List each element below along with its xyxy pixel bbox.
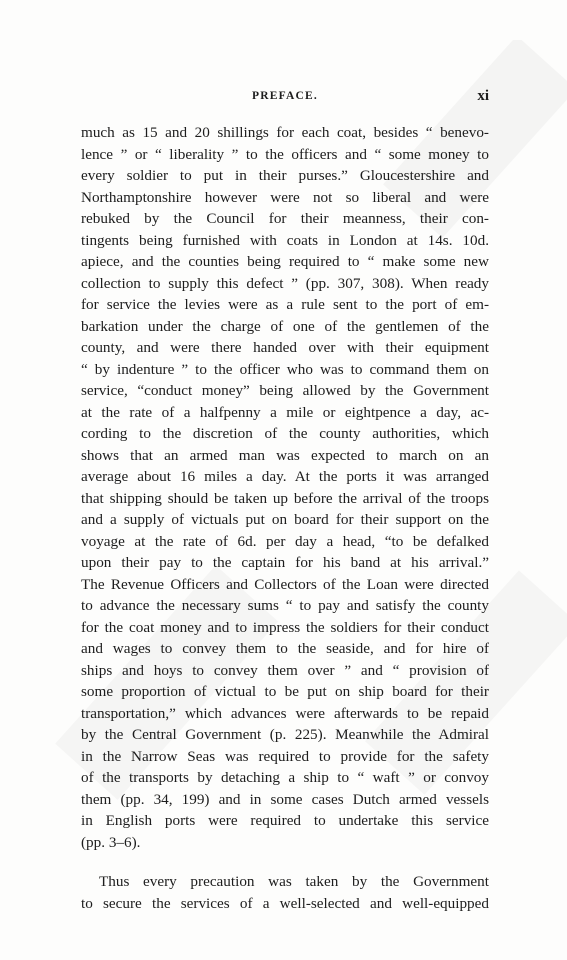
text-line: much as 15 and 20 shillings for each coat, besides “ benevo-: [81, 124, 489, 141]
text-line: and a supply of victuals put on board for their support on the: [81, 511, 489, 528]
text-line: lence ” or “ liberality ” to the officers and “ some money to: [81, 145, 489, 163]
text-line: some proportion of victual to be put on ship board for their: [81, 683, 489, 700]
paragraph: [81, 122, 489, 853]
text-line: them (pp. 34, 199) and in some cases Dutch armed vessels: [81, 790, 489, 808]
text-line: Thus every precaution was taken by the Government: [99, 873, 489, 890]
body-text: [81, 122, 489, 914]
text-line: shows that an armed man was expected to march on an: [81, 446, 489, 464]
text-line: in English ports were required to undertake this service: [81, 812, 489, 829]
text-line: every soldier to put in their purses.” Gloucestershire and: [81, 167, 489, 184]
text-line: cording to the discretion of the county authorities, which: [81, 425, 489, 442]
text-line: average about 16 miles a day. At the ports it was arranged: [81, 468, 489, 485]
text-line: at the rate of a halfpenny a mile or eightpence a day, ac-: [81, 403, 489, 421]
text-line: voyage at the rate of 6d. per day a head, “to be defalked: [81, 532, 489, 550]
text-line: and wages to convey them to the seaside, and for hire of: [81, 640, 489, 657]
text-line: The Revenue Officers and Collectors of the Loan were directed: [81, 575, 489, 593]
text-line: apiece, and the counties being required to “ make some new: [81, 253, 489, 270]
text-line: tingents being furnished with coats in London at 14s. 10d.: [81, 231, 489, 249]
text-line: to secure the services of a well-selected and well-equipped: [81, 894, 489, 912]
text-line: Northamptonshire however were not so liberal and were: [81, 188, 489, 206]
text-line: collection to supply this defect ” (pp. 307, 308). When ready: [81, 274, 489, 292]
text-line: county, and were there handed over with their equipment: [81, 339, 489, 356]
page-number: xi: [477, 88, 489, 104]
text-line: ships and hoys to convey them over ” and “ provision of: [81, 661, 489, 679]
text-line: “ by indenture ” to the officer who was to command them on: [81, 360, 489, 378]
text-line: transportation,” which advances were afterwards to be repaid: [81, 704, 489, 722]
text-line: of the transports by detaching a ship to “ waft ” or convoy: [81, 769, 489, 786]
text-line: upon their pay to the captain for his band at his arrival.”: [81, 554, 489, 571]
paragraph-gap: [81, 853, 489, 871]
text-line: (pp. 3–6).: [81, 833, 141, 851]
text-line: for service the levies were as a rule sent to the port of em-: [81, 296, 489, 313]
paragraph: [81, 871, 489, 914]
running-head: PREFACE.: [252, 90, 318, 102]
text-line: in the Narrow Seas was required to provide for the safety: [81, 747, 489, 765]
text-line: service, “conduct money” being allowed by the Government: [81, 382, 489, 399]
text-line: that shipping should be taken up before the arrival of the troops: [81, 489, 489, 507]
text-line: by the Central Government (p. 225). Meanwhile the Admiral: [81, 726, 489, 743]
page-header: [81, 88, 489, 110]
text-line: to advance the necessary sums “ to pay and satisfy the county: [81, 597, 489, 614]
text-line: for the coat money and to impress the soldiers for their conduct: [81, 618, 489, 636]
text-line: rebuked by the Council for their meanness, their con-: [81, 210, 489, 227]
text-line: barkation under the charge of one of the gentlemen of the: [81, 317, 489, 335]
